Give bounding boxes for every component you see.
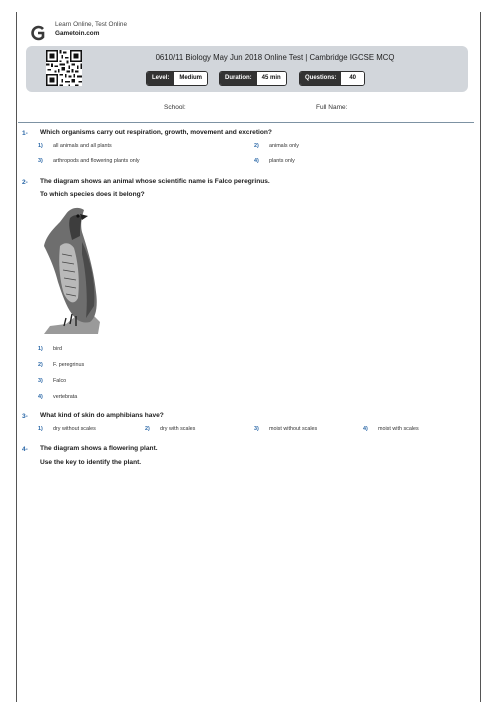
q3-option-4-text[interactable]: moist with scales bbox=[378, 426, 419, 432]
q1-option-2-text[interactable]: animals only bbox=[269, 143, 299, 149]
qr-code-icon bbox=[46, 50, 82, 86]
question-4-number: 4- bbox=[22, 446, 28, 453]
question-4-subtext: Use the key to identify the plant. bbox=[40, 459, 142, 466]
q2-option-4-number[interactable]: 4) bbox=[38, 394, 43, 400]
q2-option-1-number[interactable]: 1) bbox=[38, 346, 43, 352]
header-card bbox=[26, 46, 468, 92]
full-name-label: Full Name: bbox=[316, 104, 348, 111]
q2-option-3-number[interactable]: 3) bbox=[38, 378, 43, 384]
question-1-text: Which organisms carry out respiration, growth, movement and excretion? bbox=[40, 129, 272, 136]
q2-option-2-text[interactable]: F. peregrinus bbox=[53, 362, 85, 368]
q3-option-3-number[interactable]: 3) bbox=[254, 426, 259, 432]
falcon-drawing bbox=[36, 202, 106, 336]
q3-option-4-number[interactable]: 4) bbox=[363, 426, 368, 432]
brand-site[interactable]: Gametoin.com bbox=[55, 30, 100, 37]
q1-option-1-text[interactable]: all animals and all plants bbox=[53, 143, 112, 149]
q2-option-1-text[interactable]: bird bbox=[53, 346, 62, 352]
duration-value: 45 min bbox=[257, 72, 286, 85]
duration-label: Duration: bbox=[220, 72, 257, 85]
document-title: 0610/11 Biology May Jun 2018 Online Test | Cambridge IGCSE MCQ bbox=[155, 53, 395, 62]
duration-pill bbox=[219, 71, 287, 86]
divider bbox=[18, 122, 474, 123]
school-label: School: bbox=[164, 104, 186, 111]
q1-option-4-number[interactable]: 4) bbox=[254, 158, 259, 164]
q3-option-2-text[interactable]: dry with scales bbox=[160, 426, 196, 432]
level-value: Medium bbox=[174, 72, 207, 85]
question-3-number: 3- bbox=[22, 413, 28, 420]
question-2-number: 2- bbox=[22, 179, 28, 186]
page-frame bbox=[16, 12, 481, 702]
level-label: Level: bbox=[147, 72, 174, 85]
question-2-text: The diagram shows an animal whose scientific name is Falco peregrinus. bbox=[40, 178, 270, 185]
q2-option-3-text[interactable]: Falco bbox=[53, 378, 67, 384]
q2-option-4-text[interactable]: vertebrata bbox=[53, 394, 78, 400]
gametoin-logo-icon bbox=[30, 25, 46, 41]
q1-option-3-text[interactable]: arthropods and flowering plants only bbox=[53, 158, 140, 164]
brand-tagline: Learn Online, Test Online bbox=[55, 21, 127, 28]
q1-option-1-number[interactable]: 1) bbox=[38, 143, 43, 149]
question-3-text: What kind of skin do amphibians have? bbox=[40, 412, 164, 419]
questions-label: Questions: bbox=[300, 72, 341, 85]
level-pill bbox=[146, 71, 208, 86]
q2-option-2-number[interactable]: 2) bbox=[38, 362, 43, 368]
questions-pill bbox=[299, 71, 365, 86]
question-4-text: The diagram shows a flowering plant. bbox=[40, 445, 158, 452]
q3-option-1-number[interactable]: 1) bbox=[38, 426, 43, 432]
questions-value: 40 bbox=[341, 72, 364, 85]
q3-option-3-text[interactable]: moist without scales bbox=[269, 426, 318, 432]
question-2-subtext: To which species does it belong? bbox=[40, 191, 145, 198]
q3-option-2-number[interactable]: 2) bbox=[145, 426, 150, 432]
q1-option-3-number[interactable]: 3) bbox=[38, 158, 43, 164]
q3-option-1-text[interactable]: dry without scales bbox=[53, 426, 96, 432]
question-1-number: 1- bbox=[22, 130, 28, 137]
q1-option-2-number[interactable]: 2) bbox=[254, 143, 259, 149]
q1-option-4-text[interactable]: plants only bbox=[269, 158, 295, 164]
